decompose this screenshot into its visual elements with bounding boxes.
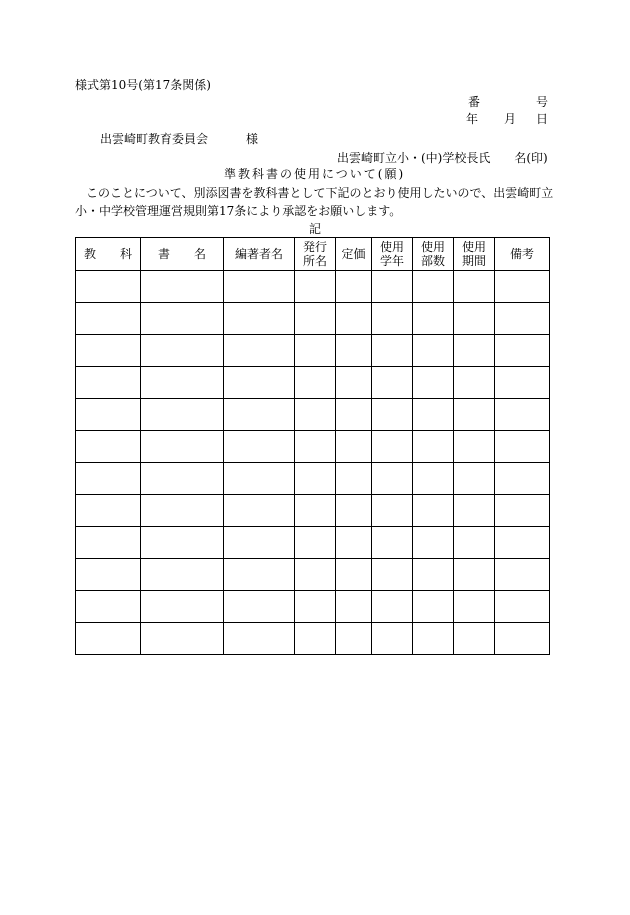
table-cell[interactable] xyxy=(495,495,550,527)
table-cell[interactable] xyxy=(454,399,495,431)
table-cell[interactable] xyxy=(413,271,454,303)
table-cell[interactable] xyxy=(295,463,336,495)
table-cell[interactable] xyxy=(224,431,295,463)
table-cell[interactable] xyxy=(336,335,372,367)
table-cell[interactable] xyxy=(295,527,336,559)
table-row xyxy=(76,271,550,303)
table-cell[interactable] xyxy=(295,591,336,623)
usage-table xyxy=(75,237,550,655)
table-cell[interactable] xyxy=(495,367,550,399)
column-header xyxy=(413,238,454,271)
table-row xyxy=(76,559,550,591)
table-cell[interactable] xyxy=(336,591,372,623)
table-cell[interactable] xyxy=(76,623,141,655)
table-cell[interactable] xyxy=(224,527,295,559)
table-cell[interactable] xyxy=(295,271,336,303)
table-cell[interactable] xyxy=(295,399,336,431)
column-header-line1: 定価 xyxy=(341,247,366,261)
table-cell[interactable] xyxy=(372,591,413,623)
table-cell[interactable] xyxy=(495,303,550,335)
table-row xyxy=(76,399,550,431)
table-cell[interactable] xyxy=(76,335,141,367)
table-cell[interactable] xyxy=(372,527,413,559)
table-cell[interactable] xyxy=(454,463,495,495)
body-line-2: 小・中学校管理運営規則第17条により承認をお願いします。 xyxy=(75,204,402,218)
table-cell[interactable] xyxy=(76,367,141,399)
column-header xyxy=(372,238,413,271)
table-cell[interactable] xyxy=(76,463,141,495)
table-cell[interactable] xyxy=(454,303,495,335)
table-cell[interactable] xyxy=(454,591,495,623)
table-row xyxy=(76,367,550,399)
table-cell[interactable] xyxy=(76,271,141,303)
column-header-line2: 所名 xyxy=(302,254,327,268)
table-cell[interactable] xyxy=(224,303,295,335)
form-number: 様式第10号(第17条関係) xyxy=(75,78,211,92)
table-cell[interactable] xyxy=(336,463,372,495)
table-cell[interactable] xyxy=(224,559,295,591)
column-header-line1: 使用 xyxy=(379,240,404,254)
table-cell[interactable] xyxy=(224,335,295,367)
table-cell[interactable] xyxy=(454,623,495,655)
table-cell[interactable] xyxy=(454,367,495,399)
year-label: 年 xyxy=(466,112,479,126)
table-cell[interactable] xyxy=(295,367,336,399)
column-header xyxy=(76,238,141,271)
sender-name: 出雲崎町立小・(中)学校長氏 名 xyxy=(337,151,527,165)
column-header-line1: 教 科 xyxy=(83,247,132,261)
ki-label: 記 xyxy=(309,222,322,236)
addressee-name: 出雲崎町教育委員会 xyxy=(100,132,209,146)
table-cell[interactable] xyxy=(224,591,295,623)
table-cell[interactable] xyxy=(295,431,336,463)
table-cell[interactable] xyxy=(141,495,224,527)
table-row xyxy=(76,335,550,367)
document-number xyxy=(468,95,548,110)
table-cell[interactable] xyxy=(372,431,413,463)
table-cell[interactable] xyxy=(372,399,413,431)
table-cell[interactable] xyxy=(495,591,550,623)
table-cell[interactable] xyxy=(76,303,141,335)
table-cell[interactable] xyxy=(336,495,372,527)
table-cell[interactable] xyxy=(224,623,295,655)
column-header xyxy=(295,238,336,271)
table-cell[interactable] xyxy=(372,495,413,527)
day-label: 日 xyxy=(535,112,548,126)
table-cell[interactable] xyxy=(336,399,372,431)
table-cell[interactable] xyxy=(141,335,224,367)
table-cell[interactable] xyxy=(413,431,454,463)
table-cell[interactable] xyxy=(454,559,495,591)
table-row xyxy=(76,623,550,655)
table-cell[interactable] xyxy=(495,463,550,495)
table-cell[interactable] xyxy=(372,367,413,399)
table-cell[interactable] xyxy=(413,495,454,527)
table-cell[interactable] xyxy=(224,399,295,431)
table-cell[interactable] xyxy=(454,527,495,559)
table-row xyxy=(76,527,550,559)
table-cell[interactable] xyxy=(76,495,141,527)
table-cell[interactable] xyxy=(372,335,413,367)
table-cell[interactable] xyxy=(336,367,372,399)
table-cell[interactable] xyxy=(295,335,336,367)
table-cell[interactable] xyxy=(495,623,550,655)
column-header-line1: 書 名 xyxy=(157,247,206,261)
column-header-line2: 部数 xyxy=(420,254,445,268)
month-label: 月 xyxy=(504,112,517,126)
table-cell[interactable] xyxy=(454,335,495,367)
table-cell[interactable] xyxy=(224,271,295,303)
table-cell[interactable] xyxy=(495,335,550,367)
document-title: 準教科書の使用について(願) xyxy=(224,167,406,181)
table-cell[interactable] xyxy=(495,431,550,463)
table-cell[interactable] xyxy=(336,303,372,335)
table-cell[interactable] xyxy=(141,303,224,335)
table-cell[interactable] xyxy=(413,623,454,655)
table-cell[interactable] xyxy=(224,495,295,527)
table-header-row xyxy=(76,238,550,271)
table-cell[interactable] xyxy=(295,495,336,527)
table-cell[interactable] xyxy=(224,367,295,399)
table-cell[interactable] xyxy=(141,271,224,303)
column-header xyxy=(141,238,224,271)
table-cell[interactable] xyxy=(336,559,372,591)
table-cell[interactable] xyxy=(372,303,413,335)
column-header xyxy=(495,238,550,271)
table-cell[interactable] xyxy=(413,335,454,367)
table-cell[interactable] xyxy=(413,463,454,495)
table-cell[interactable] xyxy=(454,495,495,527)
column-header-line1: 編著者名 xyxy=(234,247,283,261)
table-row xyxy=(76,463,550,495)
column-header xyxy=(336,238,372,271)
table-cell[interactable] xyxy=(141,367,224,399)
column-header-line2: 学年 xyxy=(379,254,404,268)
table-cell[interactable] xyxy=(413,399,454,431)
seal-mark: (印) xyxy=(526,151,548,165)
table-cell[interactable] xyxy=(495,271,550,303)
table-cell[interactable] xyxy=(141,527,224,559)
table-cell[interactable] xyxy=(76,527,141,559)
table-cell[interactable] xyxy=(295,623,336,655)
table-cell[interactable] xyxy=(413,591,454,623)
table-cell[interactable] xyxy=(76,591,141,623)
table-cell[interactable] xyxy=(224,463,295,495)
sender xyxy=(337,151,548,166)
table-row xyxy=(76,495,550,527)
table-cell[interactable] xyxy=(495,527,550,559)
table-cell[interactable] xyxy=(413,527,454,559)
addressee xyxy=(100,132,258,147)
table-cell[interactable] xyxy=(141,559,224,591)
table-cell[interactable] xyxy=(413,303,454,335)
column-header-line1: 備考 xyxy=(509,247,534,261)
table-cell[interactable] xyxy=(141,623,224,655)
table-cell[interactable] xyxy=(141,431,224,463)
table-cell[interactable] xyxy=(76,559,141,591)
column-header-line1: 発行 xyxy=(302,240,327,254)
table-cell[interactable] xyxy=(336,271,372,303)
column-header-line2: 期間 xyxy=(461,254,486,268)
table-cell[interactable] xyxy=(454,271,495,303)
table-cell[interactable] xyxy=(76,399,141,431)
table-cell[interactable] xyxy=(295,303,336,335)
table-cell[interactable] xyxy=(295,559,336,591)
number-label: 番 xyxy=(468,95,481,109)
table-cell[interactable] xyxy=(336,623,372,655)
table-row xyxy=(76,303,550,335)
table-cell[interactable] xyxy=(141,463,224,495)
column-header xyxy=(224,238,295,271)
table-cell[interactable] xyxy=(336,527,372,559)
table-cell[interactable] xyxy=(413,559,454,591)
table-cell[interactable] xyxy=(372,271,413,303)
table-body xyxy=(76,271,550,655)
table-cell[interactable] xyxy=(372,559,413,591)
addressee-suffix: 様 xyxy=(246,132,259,146)
number-suffix: 号 xyxy=(535,95,548,109)
table-cell[interactable] xyxy=(336,431,372,463)
table-cell[interactable] xyxy=(495,399,550,431)
table-row xyxy=(76,591,550,623)
body-line-1: このことについて、別添図書を教科書として下記のとおり使用したいので、出雲崎町立 xyxy=(86,186,554,200)
table-cell[interactable] xyxy=(413,367,454,399)
table-cell[interactable] xyxy=(141,399,224,431)
table-cell[interactable] xyxy=(495,559,550,591)
table-cell[interactable] xyxy=(454,431,495,463)
table-cell[interactable] xyxy=(372,623,413,655)
column-header-line1: 使用 xyxy=(461,240,486,254)
table-row xyxy=(76,431,550,463)
table-cell[interactable] xyxy=(372,463,413,495)
table-cell[interactable] xyxy=(76,431,141,463)
column-header xyxy=(454,238,495,271)
column-header-line1: 使用 xyxy=(420,240,445,254)
table-cell[interactable] xyxy=(141,591,224,623)
